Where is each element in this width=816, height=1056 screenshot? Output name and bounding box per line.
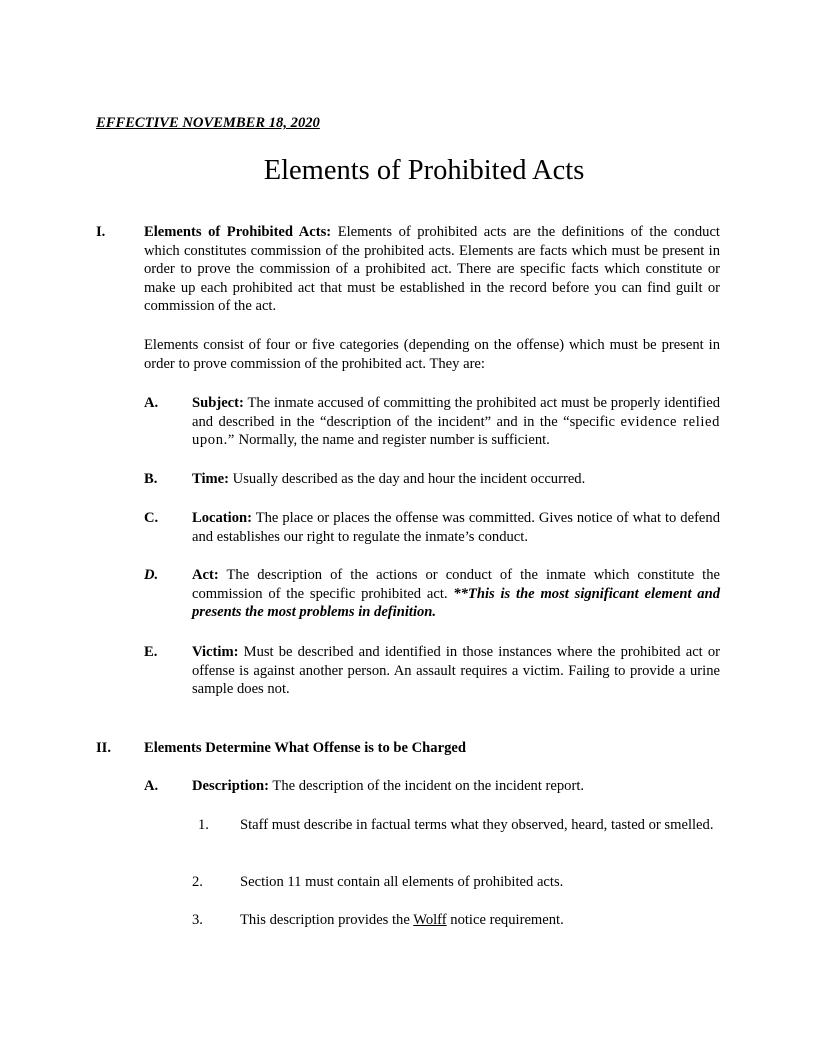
item-a-subject (192, 394, 720, 450)
section-1-paragraph-2: Elements consist of four or five categories (depending on the offense) which must be present in order to prove commission of the prohibited act. They are: (144, 337, 720, 372)
item-a-text: The inmate accused of committing the prohibited act must be properly identified and described in the “description of the incident” and in the “specific (192, 395, 720, 430)
section-2-item-a-text: The description of the incident on the incident report. (269, 778, 585, 794)
item-d-text: The description of the actions or conduct of the inmate which constitute the commission of the specific prohibited act. (192, 567, 720, 602)
item-d-label: Act: (192, 567, 219, 583)
section-2-numeral: II. (96, 740, 112, 756)
item-c-text: The place or places the offense was committed. Gives notice of what to defend and establishes our right to regulate the inmate’s conduct. (192, 510, 720, 545)
section-1-numeral: I. (96, 224, 106, 240)
item-b-text: Usually described as the day and hour the incident occurred. (229, 471, 586, 487)
item-c-location (192, 509, 720, 546)
item-c-label: Location: (192, 510, 252, 526)
item-a-text-tail: Normally, the name and register number is sufficient. (234, 432, 550, 448)
wolff-case-reference: Wolff (413, 912, 447, 928)
item-e-text: Must be described and identified in those instances where the prohibited act or offense is against another person. An assault requires a victim. Failing to provide a urine sample does not. (192, 644, 720, 697)
subitem-2-text: Section 11 must contain all elements of prohibited acts. (240, 874, 564, 890)
subitem-1-text: Staff must describe in factual terms what they observed, heard, tasted or smelled. (240, 817, 714, 833)
item-e-label: Victim: (192, 644, 239, 660)
item-b-time (192, 470, 720, 489)
subitem-3-text-after: notice requirement. (446, 912, 564, 928)
subitem-3-text-before: This description provides the (240, 912, 414, 928)
item-e-letter: E. (144, 644, 158, 660)
subitem-2-number: 2. (192, 874, 203, 890)
section-2-item-a-description (192, 777, 720, 796)
item-d-letter: D. (144, 567, 159, 583)
subitem-1-number: 1. (198, 817, 209, 833)
section-2-item-a-letter: A. (144, 778, 159, 794)
item-d-act (192, 566, 720, 622)
subitem-3-number: 3. (192, 912, 203, 928)
item-b-letter: B. (144, 471, 158, 487)
item-e-victim (192, 643, 720, 699)
item-d-emphasis: **This is the most significant element and presents the most problems in definition. (192, 585, 721, 620)
item-a-label: Subject: (192, 395, 244, 411)
effective-date: EFFECTIVE NOVEMBER 18, 2020 (96, 115, 320, 131)
item-b-label: Time: (192, 471, 230, 487)
page-title: Elements of Prohibited Acts (263, 155, 585, 186)
section-1-intro (144, 223, 720, 316)
section-2-heading (144, 739, 720, 758)
section-2-heading-text: Elements Determine What Offense is to be Charged (144, 740, 466, 756)
item-a-letter: A. (144, 395, 159, 411)
subitem-3-text (240, 911, 720, 930)
section-1-intro-text: Elements of prohibited acts are the definitions of the conduct which constitutes commission of the prohibited acts. Elements are facts which must be present in order to prove the commission of a prohibited act. There are specific facts which constitute or make up each prohibited act that must be established in the record before you can find guilt or commission of the act. (144, 224, 720, 314)
item-c-letter: C. (144, 510, 159, 526)
section-1-heading: Elements of Prohibited Acts: (144, 224, 332, 240)
section-2-item-a-label: Description: (192, 778, 270, 794)
item-a-text-spaced: evidence relied upon.” (192, 413, 720, 448)
